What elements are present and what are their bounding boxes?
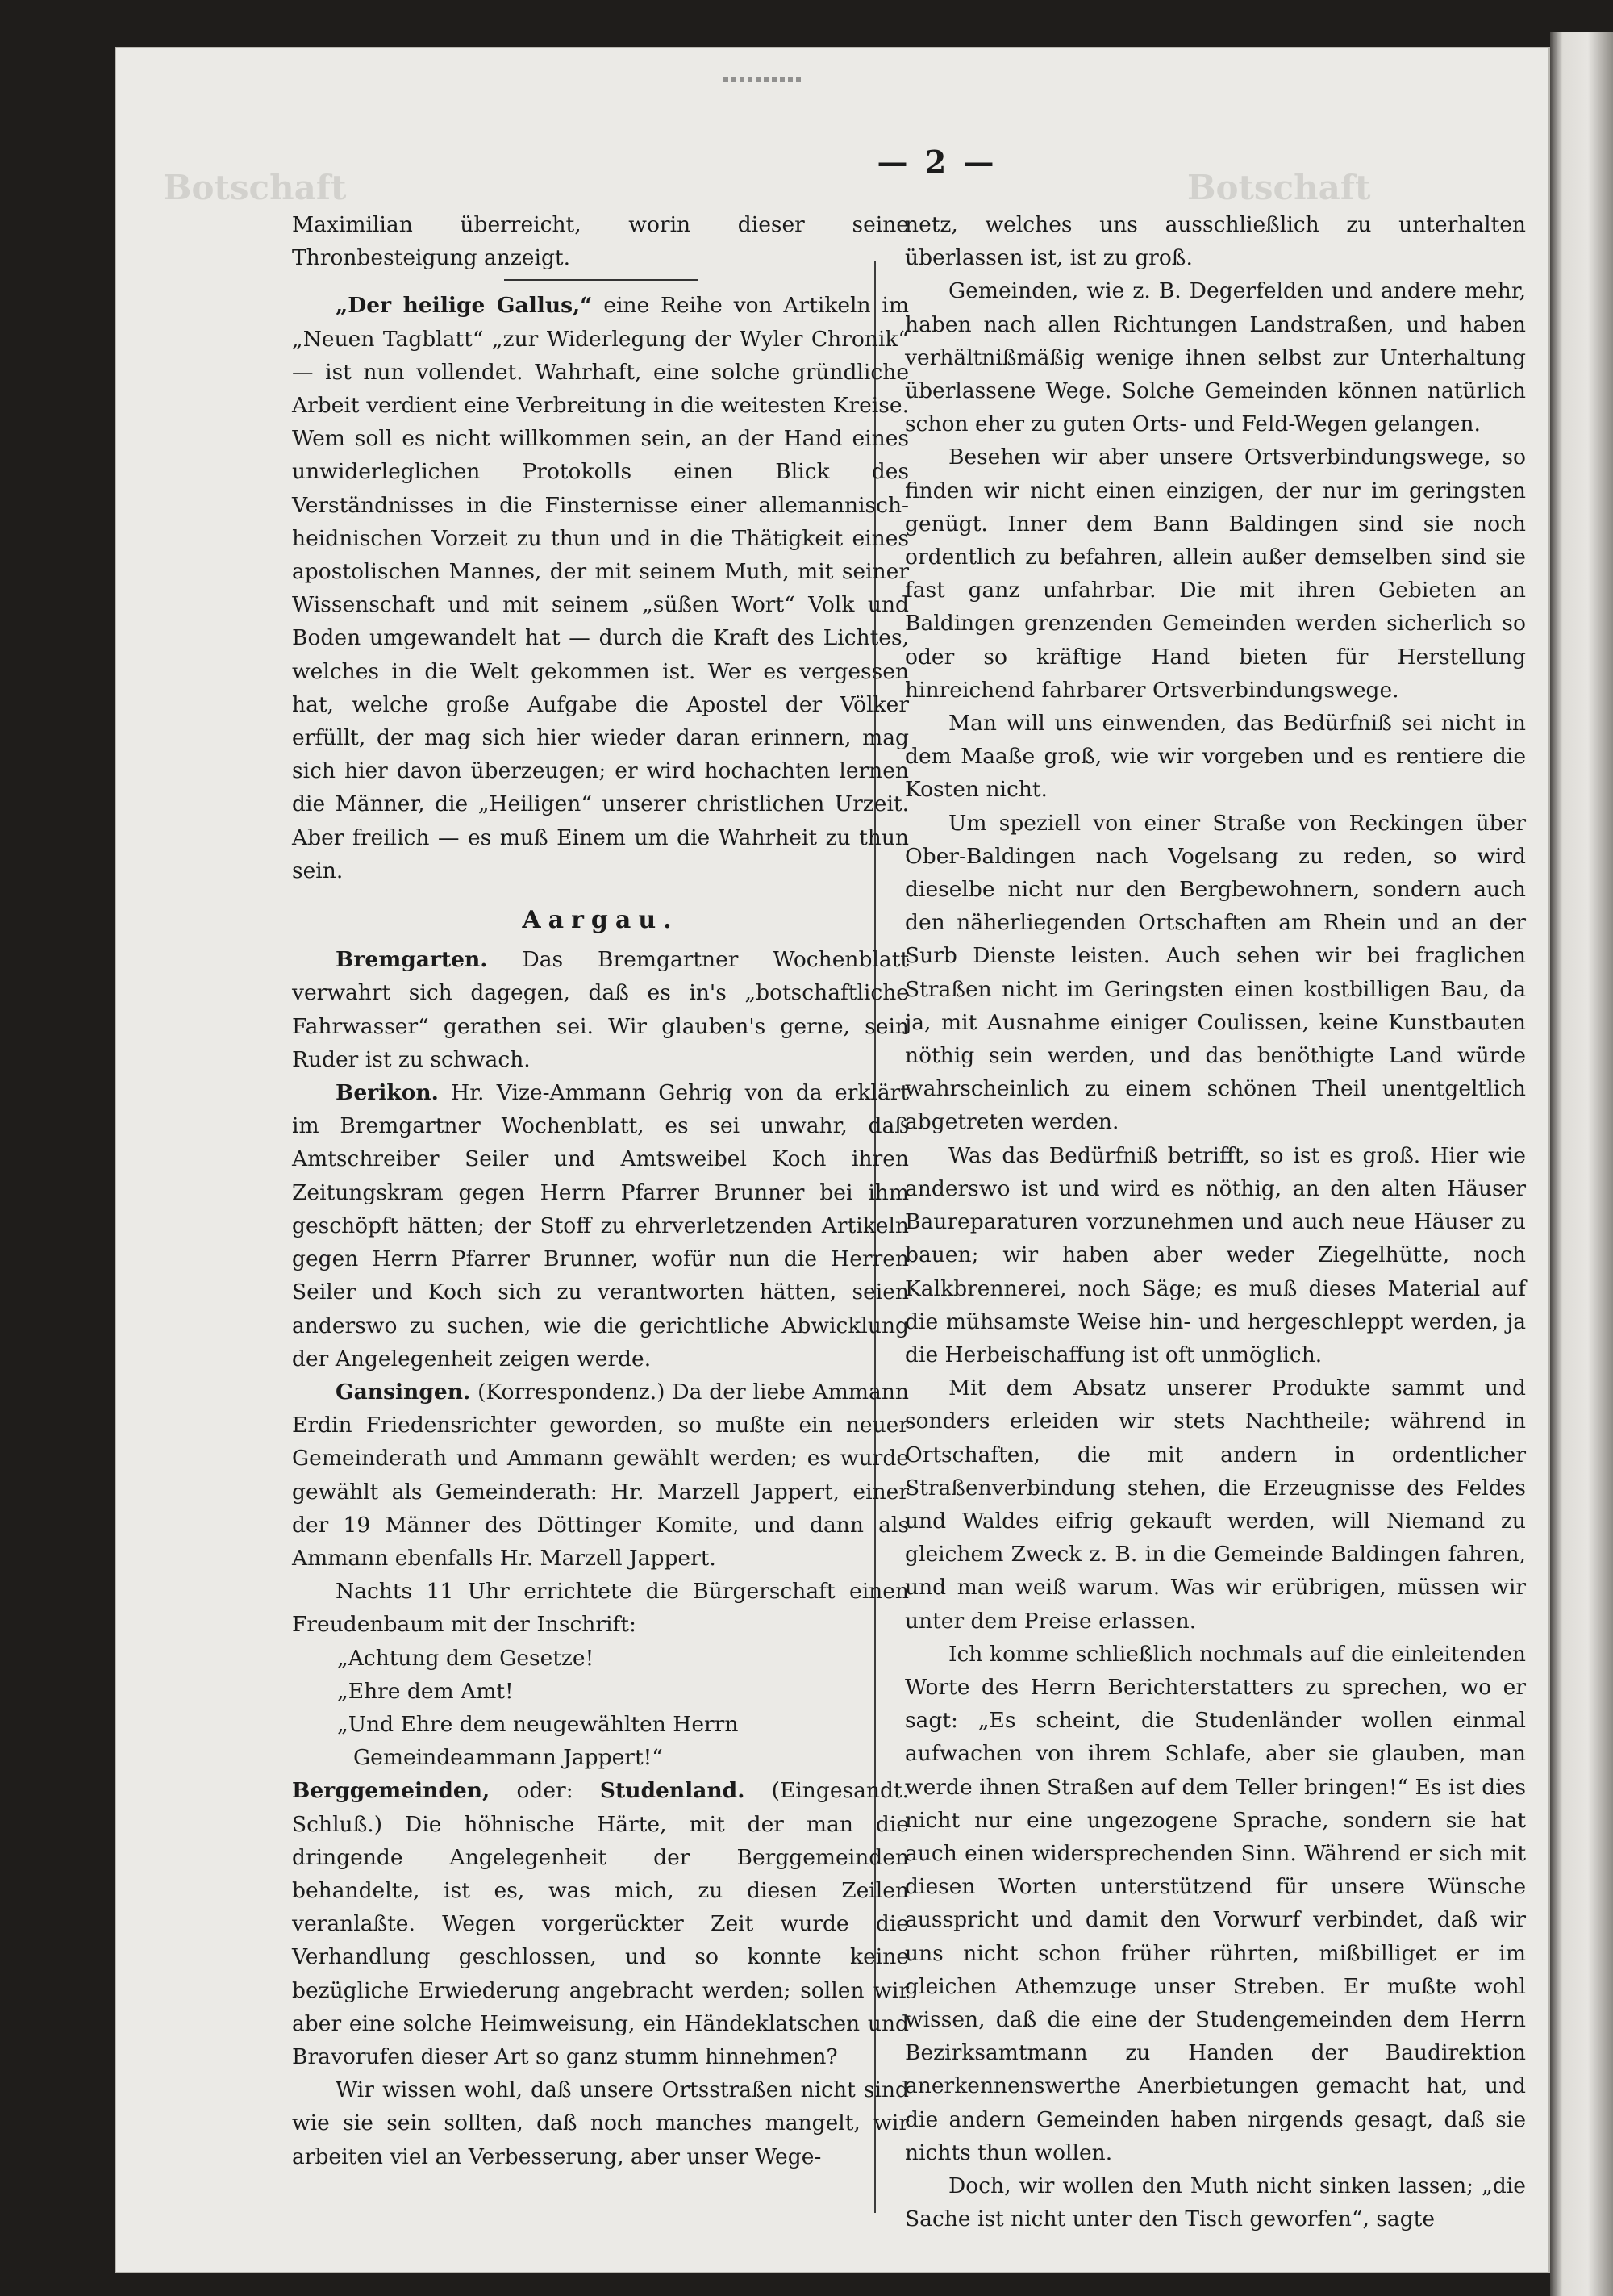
inscription-line: „Und Ehre dem neugewählten Herrn bbox=[337, 1711, 739, 1737]
bleed-through-text: Botschaft bbox=[1187, 168, 1371, 207]
intro-paragraph: Maximilian überreicht, worin dieser seine Thronbesteigung anzeigt. bbox=[292, 212, 909, 271]
berikon-text: Hr. Vize-Ammann Gehrig von da erklärt im Bremgartner Wochenblatt, es sei unwahr, daß Amtschreiber Seiler und Amtsweibel Koch ihren Zeitungskram gegen Herrn Pfarrer Brunner bei ihm geschöpft hätten; der Stoff zu ehrverletzenden Artikeln gegen Herrn Pfarrer Brunner, wofür nun die Herren Seiler und Koch sich zu verantworten hätten, seien anderswo zu suchen, wie die gerichtliche Abwicklung der Angelegenheit zeigen werde. bbox=[292, 1080, 909, 1371]
paragraph: Man will uns einwenden, das Bedürfniß sei nicht in dem Maaße groß, wie wir vorgeben und es rentiere die Kosten nicht. bbox=[905, 711, 1526, 803]
page-number: — 2 — bbox=[877, 144, 998, 180]
berggemeinden-connector: oder: bbox=[490, 1778, 600, 1804]
berggemeinden-title: Berggemeinden, bbox=[292, 1778, 490, 1804]
studenland-title: Studenland. bbox=[599, 1778, 745, 1804]
paragraph: netz, welches uns ausschließlich zu unterhalten überlassen ist, ist zu groß. bbox=[905, 212, 1526, 271]
right-column bbox=[905, 208, 1526, 2235]
paragraph: Was das Bedürfniß betrifft, so ist es groß. Hier wie anderswo ist und wird es nöthig, an den alten Häuser Baureparaturen vorzunehmen und auch neue Häuser zu bauen; wir haben aber weder Ziegelhütte, noch Kalkbrennerei, noch Säge; es muß dieses Material auf die mühsamste Weise hin- und hergeschleppt werden, ja die Herbeischaffung ist oft unmöglich. bbox=[905, 1142, 1526, 1367]
bremgarten-paragraph bbox=[292, 943, 909, 1076]
bleed-through-text: Botschaft bbox=[163, 168, 347, 207]
gansingen-text: (Korrespondenz.) Da der liebe Ammann Erdin Friedensrichter geworden, so mußte ein neuer Gemeinderath und Ammann gewählt werden; es wurde gewählt als Gemeinderath: Hr. Marzell Jappert, einer der 19 Männer des Döttinger Komite, und dann als Ammann ebenfalls Hr. Marzell Jappert. bbox=[292, 1379, 909, 1571]
paragraph: Besehen wir aber unsere Ortsverbindungswege, so finden wir nicht einen einzigen, der nur im geringsten genügt. Inner dem Bann Baldingen sind sie noch ordentlich zu befahren, allein außer demselben sind sie fast ganz unfahrbar. Die mit ihren Gebieten an Baldingen grenzenden Gemeinden werden sicherlich so oder so kräftige Hand bieten für Herstellung hinreichend fahrbarer Ortsverbindungswege. bbox=[905, 445, 1526, 703]
paragraph: Um speziell von einer Straße von Reckingen über Ober-Baldingen nach Vogelsang zu reden, so wird dieselbe nicht nur den Bergbewohnern, sondern auch den näherliegenden Ortschaften am Rhein und an der Surb Dienste leisten. Auch sehen wir bei fraglichen Straßen nicht im Geringsten einen kostbilligen Bau, da ja, mit Ausnahme einiger Coulissen, keine Kunstbauten nöthig sein werden, und das benöthigte Land würde wahrscheinlich zu einem schönen Theil unentgeltlich abgetreten werden. bbox=[905, 810, 1526, 1135]
bremgarten-title: Bremgarten. bbox=[336, 947, 488, 973]
inscription-line: Gemeindeammann Jappert!“ bbox=[353, 1745, 663, 1771]
paragraph: Mit dem Absatz unserer Produkte sammt und sonders erleiden wir stets Nachtheile; während in Ortschaften, die mit andern in ordentlicher Straßenverbindung stehen, die Erzeugnisse des Feldes und Waldes eifrig gekauft werden, will Niemand zu gleichem Zweck z. B. in die Gemeinde Baldingen fahren, und man weiß warum. Was wir erübrigen, müssen wir unter dem Preise erlassen. bbox=[905, 1376, 1526, 1634]
nachts-paragraph: Nachts 11 Uhr errichtete die Bürgerschaft einen Freudenbaum mit der Inschrift: bbox=[292, 1579, 909, 1638]
paragraph: Doch, wir wollen den Muth nicht sinken lassen; „die Sache ist nicht unter den Tisch geworfen“, sagte bbox=[905, 2173, 1526, 2232]
section-heading-aargau: Aargau. bbox=[522, 906, 679, 935]
bremgarten-text: Das Bremgartner Wochenblatt verwahrt sich dagegen, daß es in's „botschaftliche Fahrwasser“ gerathen sei. Wir glauben's gerne, sein Ruder ist zu schwach. bbox=[292, 947, 909, 1072]
paragraph: Ich komme schließlich nochmals auf die einleitenden Worte des Herrn Berichterstatters zu sprechen, wo er sagt: „Es scheint, die Studenländer wollen einmal aufwachen von ihrem Schlafe, aber sie glauben, man werde ihnen Straßen auf dem Teller bringen!“ Es ist dies nicht nur eine ungezogene Sprache, sondern sie hat auch einen widersprechenden Sinn. Während er sich mit diesen Worten unterstützend für unsere Wünsche ausspricht und damit den Vorwurf verbindet, daß wir uns nicht schon früher rührten, mißbilliget er im gleichen Athemzuge unser Streben. Er mußte wohl wissen, daß die eine der Studengemeinden dem Herrn Bezirksamtmann zu Handen der Baudirektion anerkennenswerthe Anerbietungen gemacht hat, und die andern Gemeinden haben nirgends gesagt, daß sie nichts thun wollen. bbox=[905, 1641, 1526, 2165]
gallus-text: eine Reihe von Artikeln im „Neuen Tagblatt“ „zur Widerlegung der Wyler Chronik“ — ist nun vollendet. Wahrhaft, eine solche gründliche Arbeit verdient eine Verbreitung in die weitesten Kreise. Wem soll es nicht willkommen sein, an der Hand eines unwiderleglichen Protokolls einen Blick des Verständnisses in die Finsternisse einer allemannisch-heidnischen Vorzeit zu thun und in die Thätigkeit eines apostolischen Mannes, der mit seinem Muth, mit seiner Wissenschaft und mit seinem „süßen Wort“ Volk und Boden umgewandelt hat — durch die Kraft des Lichtes, welches in die Welt gekommen ist. Wer es vergessen hat, welche große Aufgabe die Apostel der Völker erfüllt, der mag sich hier wieder daran erinnern, mag sich hier davon überzeugen; er wird hochachten lernen die Männer, die „Heiligen“ unserer christlichen Urzeit. Aber freilich — es muß Einem um die Wahrheit zu thun sein. bbox=[292, 293, 909, 883]
berggemeinden-paragraph bbox=[292, 1774, 909, 2073]
top-ornament bbox=[723, 77, 804, 82]
gallus-title: „Der heilige Gallus,“ bbox=[336, 293, 593, 319]
berggemeinden-text: (Eingesandt. Schluß.) Die höhnische Härte, mit der man die dringende Angelegenheit der Berggemeinden behandelte, ist es, was mich, zu diesen Zeilen veranlaßte. Wegen vorgerückter Zeit wurde die Verhandlung geschlossen, und so konnte keine bezügliche Erwiederung angebracht werden; sollen wir aber eine solche Heimweisung, ein Händeklatschen und Bravorufen dieser Art so ganz stumm hinnehmen? bbox=[292, 1778, 909, 2069]
berikon-title: Berikon. bbox=[336, 1080, 439, 1106]
newspaper-page bbox=[115, 47, 1550, 2273]
berikon-paragraph bbox=[292, 1076, 909, 1376]
wir-wissen-paragraph: Wir wissen wohl, daß unsere Ortsstraßen nicht sind wie sie sein sollten, daß noch manches mangelt, wir arbeiten viel an Verbesserung, aber unser Wege- bbox=[292, 2077, 909, 2169]
left-column bbox=[292, 208, 909, 2173]
gansingen-title: Gansingen. bbox=[336, 1379, 471, 1405]
gansingen-paragraph bbox=[292, 1376, 909, 1575]
gallus-paragraph bbox=[292, 289, 909, 887]
paragraph: Gemeinden, wie z. B. Degerfelden und andere mehr, haben nach allen Richtungen Landstraßen, und haben verhältnißmäßig wenige ihnen selbst zur Unterhaltung überlassene Wege. Solche Gemeinden können natürlich schon eher zu guten Orts- und Feld-Wegen gelangen. bbox=[905, 278, 1526, 437]
inscription-line: „Achtung dem Gesetze! bbox=[337, 1645, 594, 1671]
next-page-edge bbox=[1550, 32, 1613, 2296]
inscription-line: „Ehre dem Amt! bbox=[337, 1678, 514, 1704]
separator-rule bbox=[504, 279, 698, 281]
